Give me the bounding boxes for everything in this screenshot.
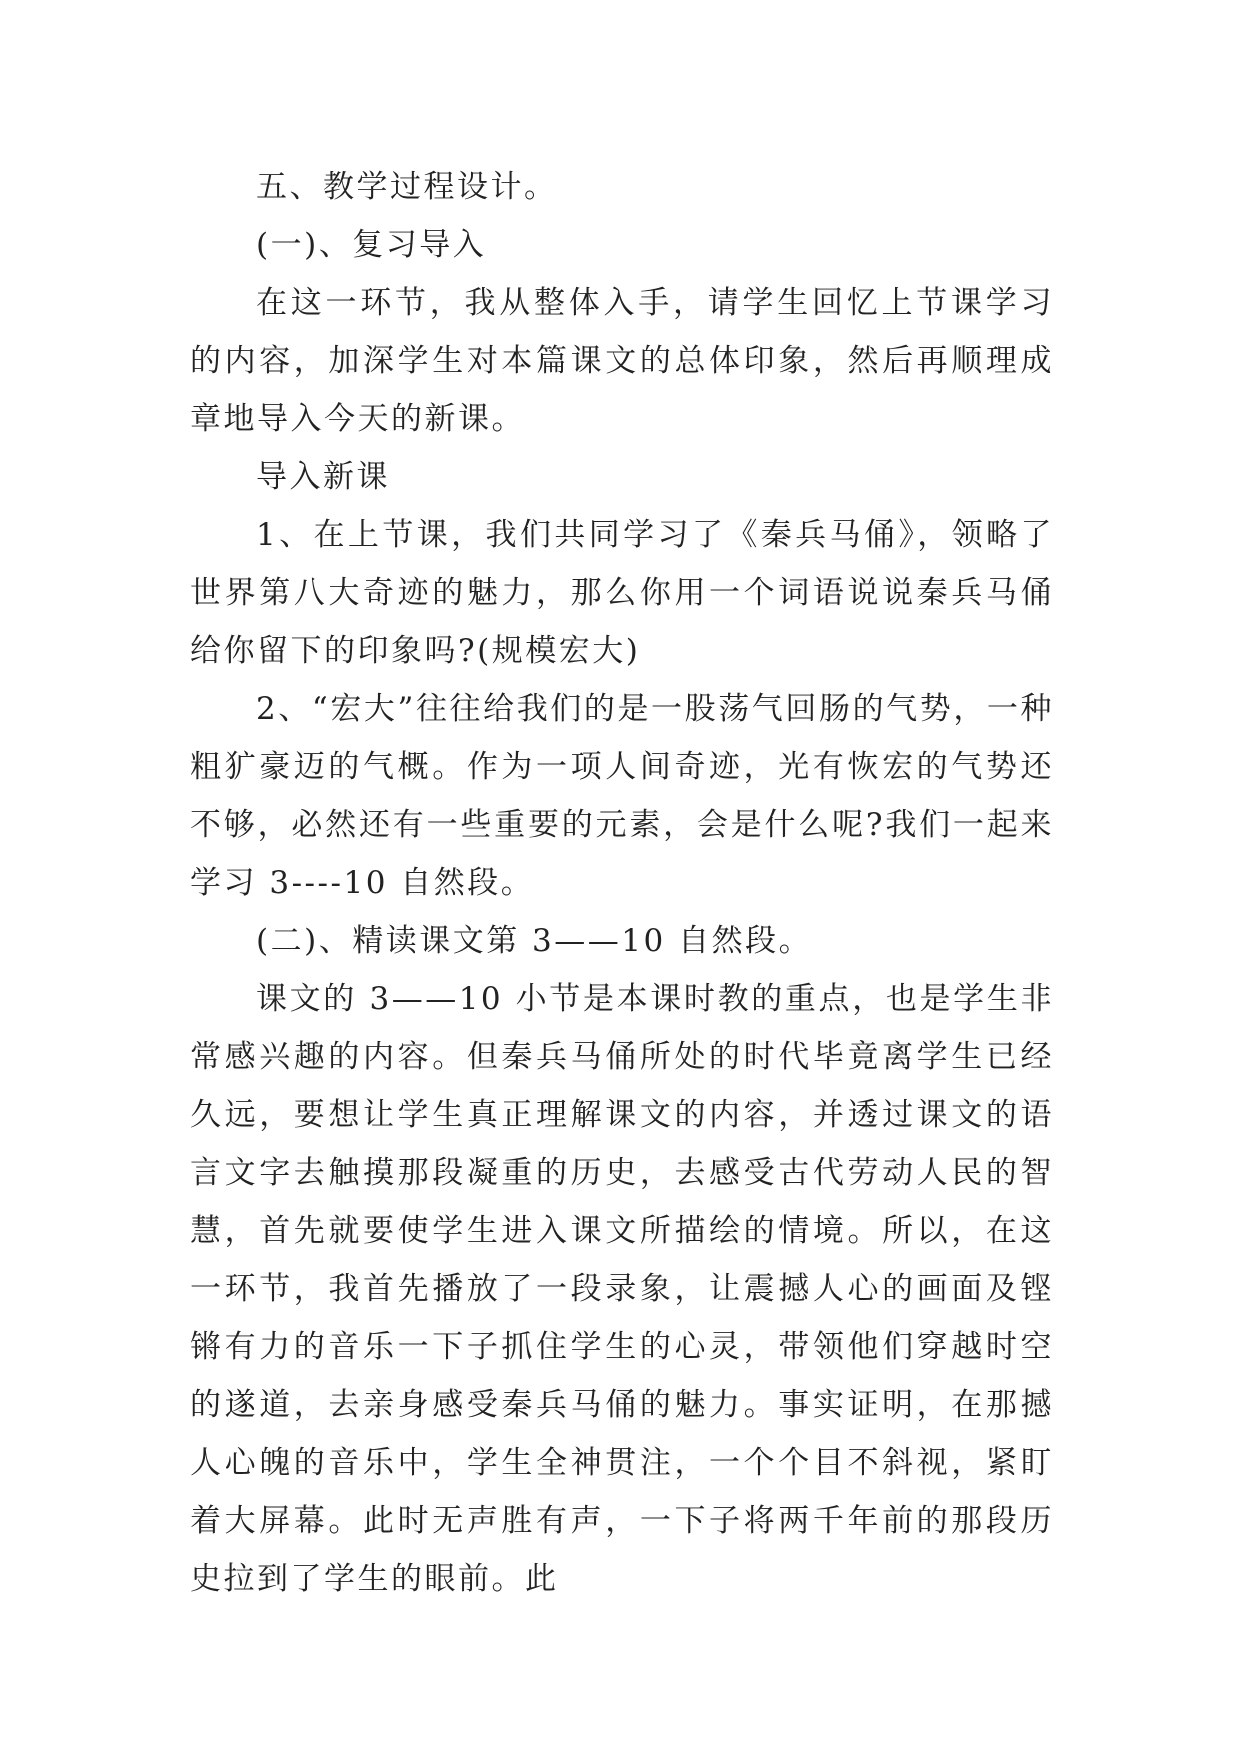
paragraph-review-intro: 在这一环节，我从整体入手，请学生回忆上节课学习的内容，加深学生对本篇课文的总体印象，然后再顺理成章地导入今天的新课。: [190, 285, 1054, 437]
subheading-close-reading: (二)、精读课文第 3——10 自然段。: [256, 923, 813, 959]
heading-teaching-process: 五、教学过程设计。: [256, 169, 558, 205]
paragraph-point-2: 2、“宏大”往往给我们的是一股荡气回肠的气势，一种粗犷豪迈的气概。作为一项人间奇迹，光有恢宏的气势还不够，必然还有一些重要的元素，会是什么呢?我们一起来学习 3----10 自然段。: [190, 691, 1054, 901]
paragraph-point-1: 1、在上节课，我们共同学习了《秦兵马俑》，领略了世界第八大奇迹的魅力，那么你用一个词语说说秦兵马俑给你留下的印象吗?(规模宏大): [190, 517, 1054, 669]
subheading-new-lesson: 导入新课: [256, 459, 390, 495]
paragraph-close-reading: 课文的 3——10 小节是本课时教的重点，也是学生非常感兴趣的内容。但秦兵马俑所处的时代毕竟离学生已经久远，要想让学生真正理解课文的内容，并透过课文的语言文字去触摸那段凝重的历史，去感受古代劳动人民的智慧，首先就要使学生进入课文所描绘的情境。所以，在这一环节，我首先播放了一段录象，让震撼人心的画面及铿锵有力的音乐一下子抓住学生的心灵，带领他们穿越时空的遂道，去亲身感受秦兵马俑的魅力。事实证明，在那撼人心魄的音乐中，学生全神贯注，一个个目不斜视，紧盯着大屏幕。此时无声胜有声，一下子将两千年前的那段历史拉到了学生的眼前。此: [190, 981, 1054, 1597]
document-body: [190, 158, 1054, 1608]
subheading-review-intro: (一)、复习导入: [256, 227, 487, 263]
